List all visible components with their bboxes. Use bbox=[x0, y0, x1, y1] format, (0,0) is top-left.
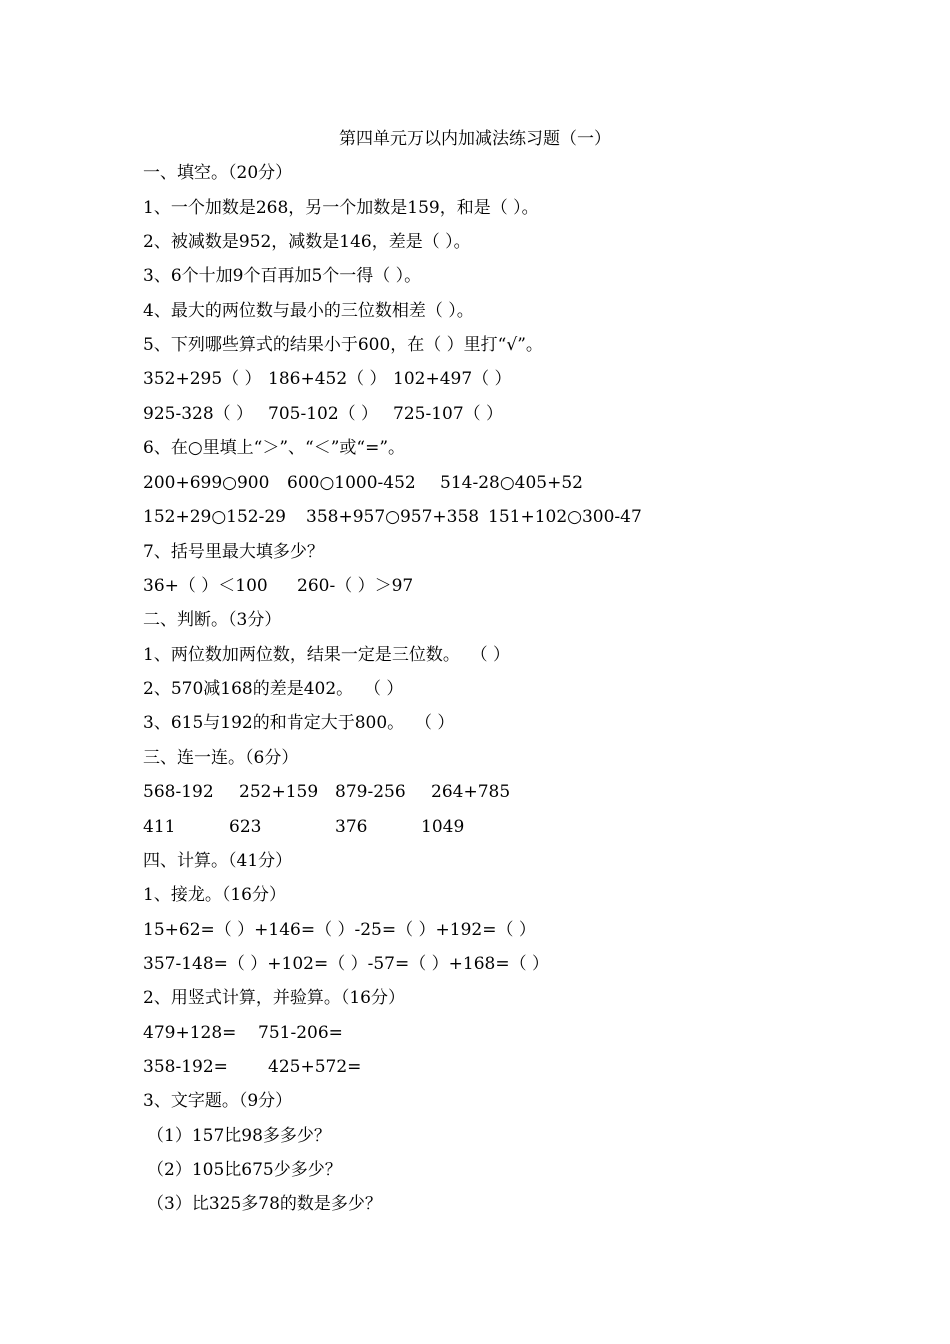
match-result-1: 411 bbox=[143, 817, 176, 837]
match-result-3: 376 bbox=[335, 817, 368, 837]
chain-row-1: 15+62=（ ）+146=（ ）-25=（ ）+192=（ ） bbox=[143, 920, 536, 940]
section-heading-fill-blank: 一、填空。（20分） bbox=[143, 163, 293, 183]
match-expr-1: 568-192 bbox=[143, 782, 214, 802]
question-1-7: 7、括号里最大填多少？ bbox=[143, 542, 324, 562]
calc-expr-3: 358-192= bbox=[143, 1057, 228, 1077]
match-expr-4: 264+785 bbox=[431, 782, 511, 802]
q5-expr-6: 725-107（ ） bbox=[393, 404, 504, 424]
question-2-2: 2、570减168的差是402。 （ ） bbox=[143, 679, 404, 699]
calc-expr-2: 751-206= bbox=[258, 1023, 343, 1043]
q6-compare-1: 200+699○900 bbox=[143, 473, 270, 493]
q5-expr-3: 102+497（ ） bbox=[393, 369, 512, 389]
q5-expr-2: 186+452（ ） bbox=[268, 369, 387, 389]
q7-inequality-1: 36+（ ）＜100 bbox=[143, 576, 268, 596]
match-expr-3: 879-256 bbox=[335, 782, 406, 802]
question-1-5: 5、下列哪些算式的结果小于600，在（ ）里打“√”。 bbox=[143, 335, 543, 355]
subsection-vertical-calc: 2、用竖式计算，并验算。（16分） bbox=[143, 988, 405, 1008]
question-1-1: 1、一个加数是268，另一个加数是159，和是（ ）。 bbox=[143, 198, 539, 218]
match-result-4: 1049 bbox=[421, 817, 465, 837]
section-heading-match: 三、连一连。（6分） bbox=[143, 748, 299, 768]
match-result-2: 623 bbox=[229, 817, 262, 837]
q5-expr-1: 352+295（ ） bbox=[143, 369, 262, 389]
subsection-word-problems: 3、文字题。（9分） bbox=[143, 1091, 293, 1111]
question-1-4: 4、最大的两位数与最小的三位数相差（ ）。 bbox=[143, 301, 474, 321]
chain-row-2: 357-148=（ ）+102=（ ）-57=（ ）+168=（ ） bbox=[143, 954, 549, 974]
word-problem-2: （2）105比675少多少？ bbox=[147, 1160, 342, 1180]
calc-expr-4: 425+572= bbox=[268, 1057, 362, 1077]
subsection-chain: 1、接龙。（16分） bbox=[143, 885, 286, 905]
section-heading-calculate: 四、计算。（41分） bbox=[143, 851, 293, 871]
question-1-3: 3、6个十加9个百再加5个一得（ ）。 bbox=[143, 266, 422, 286]
q6-compare-2: 600○1000-452 bbox=[287, 473, 416, 493]
q6-compare-3: 514-28○405+52 bbox=[440, 473, 583, 493]
calc-expr-1: 479+128= bbox=[143, 1023, 237, 1043]
page-title: 第四单元万以内加减法练习题（一） bbox=[339, 129, 611, 149]
q5-expr-5: 705-102（ ） bbox=[268, 404, 379, 424]
q7-inequality-2: 260-（ ）＞97 bbox=[297, 576, 414, 596]
q6-compare-5: 358+957○957+358 bbox=[306, 507, 480, 527]
word-problem-1: （1）157比98多多少？ bbox=[147, 1126, 331, 1146]
q6-compare-4: 152+29○152-29 bbox=[143, 507, 286, 527]
q6-compare-6: 151+102○300-47 bbox=[488, 507, 642, 527]
word-problem-3: （3）比325多78的数是多少？ bbox=[147, 1194, 382, 1214]
question-1-2: 2、被减数是952，减数是146，差是（ ）。 bbox=[143, 232, 471, 252]
section-heading-judge: 二、判断。（3分） bbox=[143, 610, 282, 630]
q5-expr-4: 925-328（ ） bbox=[143, 404, 254, 424]
question-2-3: 3、615与192的和肯定大于800。 （ ） bbox=[143, 713, 455, 733]
match-expr-2: 252+159 bbox=[239, 782, 319, 802]
question-2-1: 1、两位数加两位数，结果一定是三位数。 （ ） bbox=[143, 645, 511, 665]
question-1-6: 6、在○里填上“＞”、“＜”或“=”。 bbox=[143, 438, 406, 458]
